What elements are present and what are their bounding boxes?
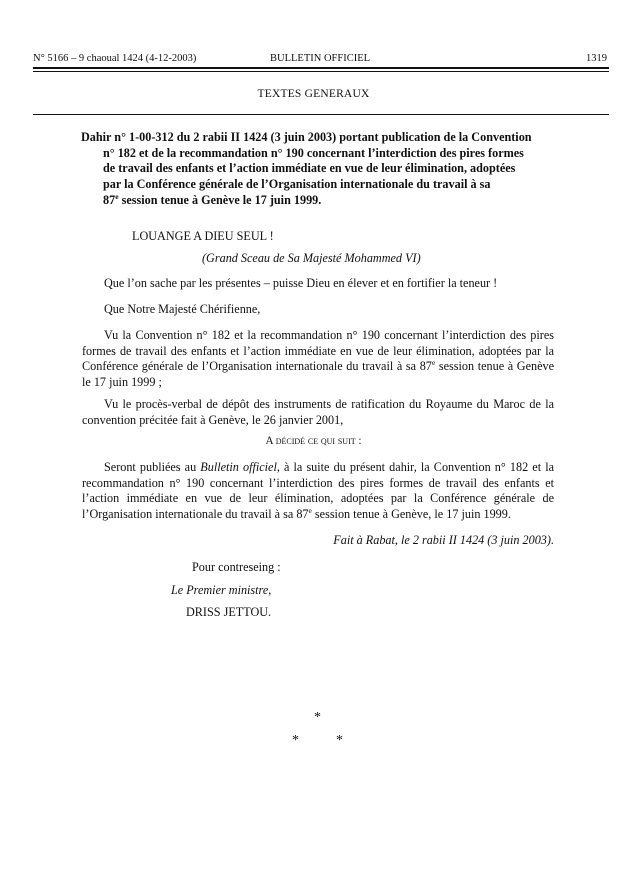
header-issue: N° 5166 – 9 chaoual 1424 (4-12-2003): [33, 53, 197, 64]
a-decide: A décidé ce qui suit :: [265, 435, 362, 447]
dahir-title: [81, 130, 553, 209]
louange: LOUANGE A DIEU SEUL !: [132, 229, 274, 243]
section-title: TEXTES GENERAUX: [257, 88, 370, 100]
sceau: (Grand Sceau de Sa Majesté Mohammed VI): [202, 251, 421, 265]
dahir-title-line-4: par la Conférence générale de l’Organisation internationale du travail à sa: [103, 177, 491, 192]
bulletin-officiel-italic: Bulletin officiel: [200, 460, 277, 474]
header-rule-thin: [33, 71, 609, 72]
star-ornament-left: *: [292, 733, 299, 748]
que-lon-sache: Que l’on sache par les présentes – puisse Dieu en élever et en fortifier la teneur !: [104, 276, 498, 290]
seront-text-c: session tenue à Genève, le 17 juin 1999.: [311, 507, 511, 522]
seront-publiees: [82, 460, 554, 523]
majeste-cherifienne: Que Notre Majesté Chérifienne,: [104, 302, 261, 316]
star-ornament-right: *: [336, 733, 343, 748]
dahir-title-sup: e: [115, 191, 119, 201]
vu-convention-text: Vu la Convention n° 182 et la recommandation n° 190 concernant l’interdiction des pires formes de travail des enfants et l’action immédiate en vue de leur élimination, adoptées par la Conférence générale de l’Organisation internationale du travail à sa 87: [82, 328, 554, 374]
signataire: DRISS JETTOU.: [186, 605, 272, 619]
dahir-title-session: session tenue à Genève le 17 juin 1999.: [118, 192, 322, 207]
seront-text-a: Seront publiées au: [104, 460, 201, 474]
header-rule-thick: [33, 67, 609, 69]
dahir-title-line-2: n° 182 et de la recommandation n° 190 concernant l’interdiction des pires formes: [103, 145, 524, 160]
pour-contreseing: Pour contreseing :: [192, 560, 281, 574]
star-ornament-top: *: [314, 710, 321, 725]
fait-a-rabat: Fait à Rabat, le 2 rabii II 1424 (3 juin 2003).: [333, 533, 554, 547]
premier-ministre: Le Premier ministre,: [171, 583, 272, 597]
vu-convention: [82, 328, 554, 391]
seront-sup: e: [308, 506, 312, 516]
dahir-title-line-3: de travail des enfants et l’action immédiate en vue de leur élimination, adoptées: [103, 161, 516, 176]
seront-text-b: , à la suite du présent dahir, la Convention n° 182 et la recommandation n° 190 concernant l’interdiction des pires formes de travail des enfants et l’action immédiate en vue de leur élimination, adoptées par la Conférence générale de l’Organisation internationale du travail à sa 87: [82, 460, 554, 522]
dahir-title-line-1: Dahir n° 1-00-312 du 2 rabii II 1424 (3 juin 2003) portant publication de la Convention: [81, 130, 532, 144]
vu-convention-sup: e: [431, 358, 436, 368]
vu-convention-end: session tenue à Genève le 17 juin 1999 ;: [82, 359, 554, 390]
dahir-title-number: 87: [103, 192, 116, 207]
header-publication: BULLETIN OFFICIEL: [270, 53, 371, 64]
vu-proces-verbal: Vu le procès-verbal de dépôt des instruments de ratification du Royaume du Maroc de la convention précitée fait à Genève, le 26 janvier 2001,: [82, 397, 554, 427]
dahir-title-line-5: [81, 193, 553, 209]
section-rule: [33, 114, 609, 115]
header-page-number: 1319: [586, 53, 607, 64]
